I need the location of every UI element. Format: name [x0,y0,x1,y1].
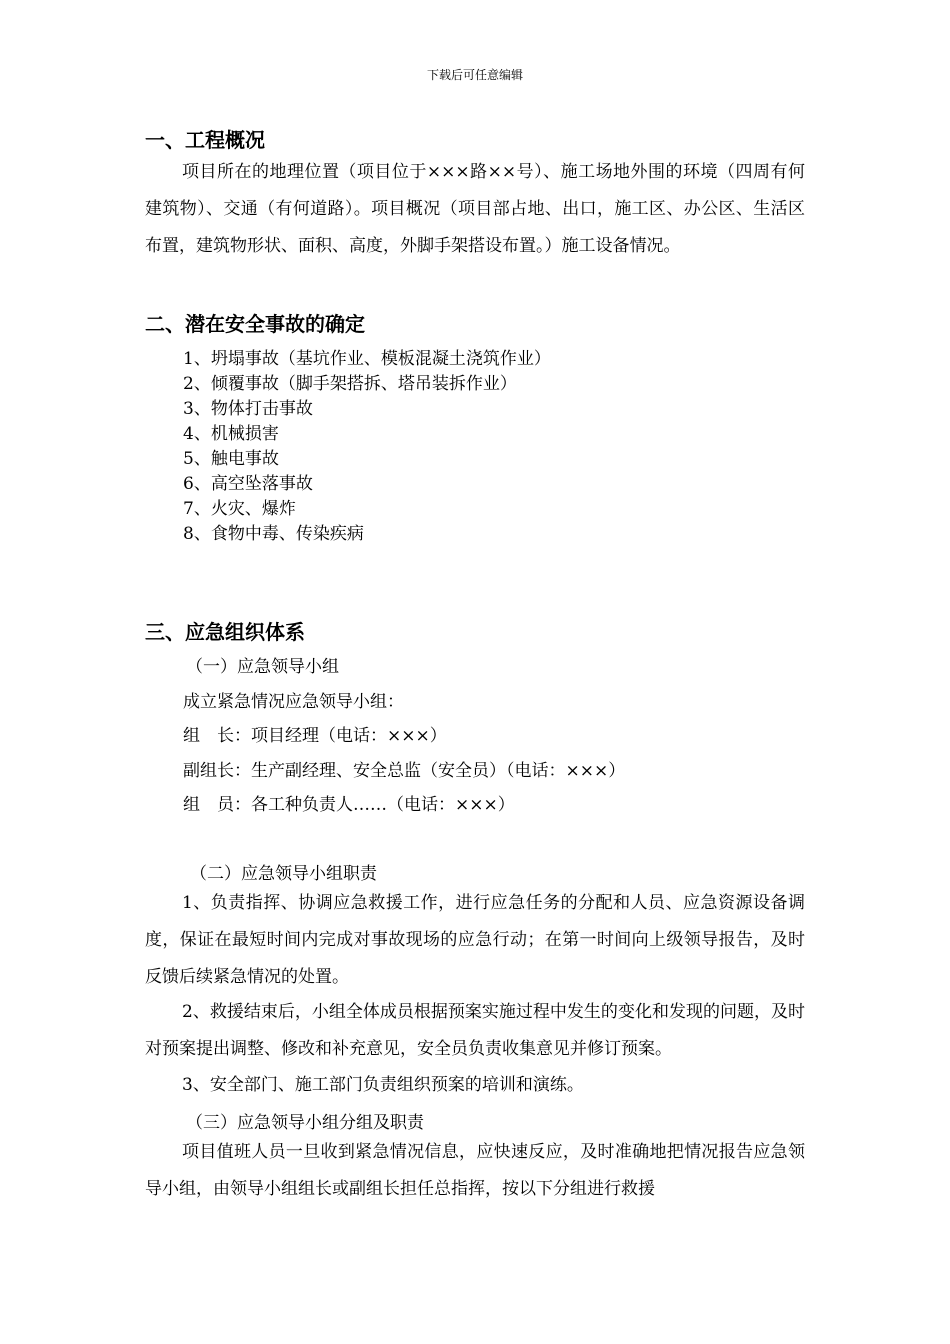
subsection-1-title: （一）应急领导小组 [186,657,339,677]
list-item: 8、食物中毒、传染疾病 [183,524,364,544]
list-item: 3、物体打击事故 [183,399,313,419]
group-members-line: 组 员：各工种负责人……（电话：×××） [183,795,515,815]
grouping-paragraph: 项目值班人员一旦收到紧急情况信息，应快速反应，及时准确地把情况报告应急领导小组，由领导小组组长或副组长担任总指挥，按以下分组进行救援 [145,1142,805,1199]
list-item: 5、触电事故 [183,449,279,469]
list-item: 2、倾覆事故（脚手架搭拆、塔吊装拆作业） [183,374,517,394]
duty-paragraph-2: 2、救援结束后，小组全体成员根据预案实施过程中发生的变化和发现的问题，及时对预案提出调整、修改和补充意见，安全员负责收集意见并修订预案。 [145,1002,805,1059]
list-item: 7、火灾、爆炸 [183,499,296,519]
page-header: 下载后可任意编辑 [426,68,523,82]
group-deputy-line: 副组长：生产副经理、安全总监（安全员）（电话：×××） [183,761,626,781]
section-2-title: 二、潜在安全事故的确定 [145,312,365,336]
subsection-2-title: （二）应急领导小组职责 [190,864,377,884]
section-1-paragraph: 项目所在的地理位置（项目位于×××路××号）、施工场地外围的环境（四周有何建筑物）、交通（有何道路）。项目概况（项目部占地、出口，施工区、办公区、生活区布置，建筑物形状、面积、高度，外脚手架搭设布置。）施工设备情况。 [145,162,805,256]
duty-paragraph-1: 1、负责指挥、协调应急救援工作，进行应急任务的分配和人员、应急资源设备调度，保证在最短时间内完成对事故现场的应急行动；在第一时间向上级领导报告，及时反馈后续紧急情况的处置。 [145,893,805,987]
list-item: 4、机械损害 [183,424,279,444]
list-item: 6、高空坠落事故 [183,474,313,494]
subsection-3-title: （三）应急领导小组分组及职责 [186,1113,424,1133]
duty-paragraph-3: 3、安全部门、施工部门负责组织预案的培训和演练。 [182,1075,584,1095]
group-intro-line: 成立紧急情况应急领导小组： [183,692,404,712]
section-1-title: 一、工程概况 [145,128,265,152]
list-item: 1、坍塌事故（基坑作业、模板混凝土浇筑作业） [183,349,551,369]
group-leader-line: 组 长：项目经理（电话：×××） [183,726,447,746]
section-3-title: 三、应急组织体系 [145,620,305,644]
